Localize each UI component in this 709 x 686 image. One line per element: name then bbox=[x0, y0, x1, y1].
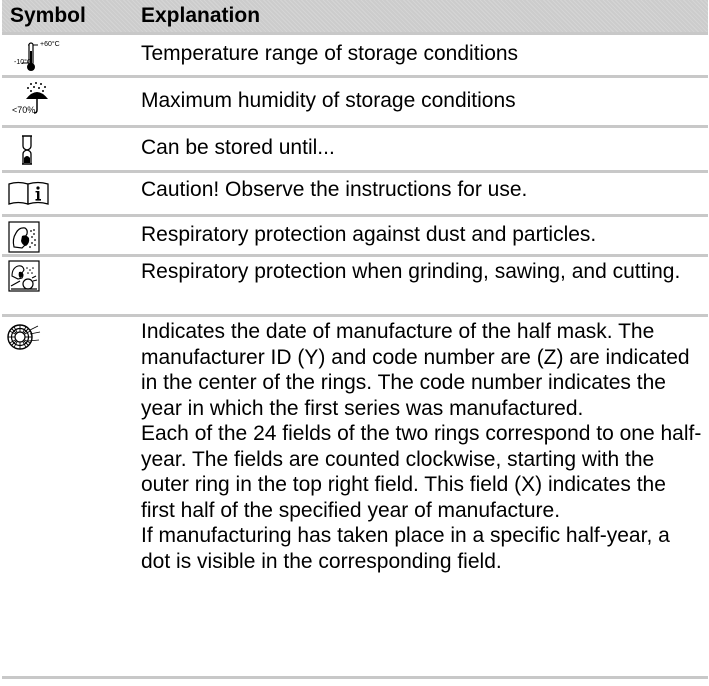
table-row bbox=[2, 78, 708, 128]
min-temp-label: -10°C bbox=[14, 59, 32, 66]
table-row bbox=[2, 35, 708, 78]
explanation-paragraph: Indicates the date of manufacture of the half mask. The manufacturer ID (Y) and code number are (Z) are indicated in the center of the rings. The code number indicates the year in which the first series was manufactured. bbox=[141, 320, 690, 420]
hourglass-icon bbox=[20, 134, 34, 166]
table-header bbox=[2, 0, 708, 35]
respirator-dust-icon bbox=[8, 221, 40, 253]
symbol-table bbox=[2, 0, 708, 679]
symbol-cell bbox=[2, 78, 141, 125]
symbol-cell bbox=[2, 128, 141, 170]
symbol-cell bbox=[2, 217, 141, 254]
explanation-cell: Can be stored until... bbox=[141, 136, 335, 159]
symbol-cell bbox=[2, 173, 141, 214]
max-temp-label: +60°C bbox=[40, 41, 60, 48]
table-row bbox=[2, 128, 708, 173]
explanation-cell: Caution! Observe the instructions for use. bbox=[141, 178, 528, 201]
instructions-book-icon bbox=[7, 180, 51, 206]
explanation-cell: Maximum humidity of storage conditions bbox=[141, 89, 516, 112]
symbol-cell bbox=[2, 35, 141, 75]
symbol-cell bbox=[2, 257, 141, 314]
humidity-label: <70% bbox=[12, 105, 36, 115]
explanation-cell: Respiratory protection against dust and particles. bbox=[141, 223, 597, 246]
table-row bbox=[2, 217, 708, 257]
explanation-paragraph: If manufacturing has taken place in a specific half-year, a dot is visible in the corresponding field. bbox=[141, 524, 670, 573]
date-wheel-icon bbox=[6, 323, 44, 351]
table-row bbox=[2, 257, 708, 317]
header-symbol: Symbol bbox=[10, 4, 86, 27]
table-row bbox=[2, 173, 708, 217]
symbol-cell bbox=[2, 317, 141, 676]
explanation-cell: Respiratory protection when grinding, sawing, and cutting. bbox=[141, 260, 681, 283]
explanation-cell: Temperature range of storage conditions bbox=[141, 42, 519, 65]
header-explanation: Explanation bbox=[141, 4, 261, 27]
explanation-cell bbox=[141, 317, 708, 676]
respirator-grinding-icon bbox=[8, 260, 40, 292]
explanation-paragraph: Each of the 24 fields of the two rings correspond to one half-year. The fields are counted clockwise, starting with the outer ring in the top right field. This field (X) indicates the first half of the specified year of manufacture. bbox=[141, 422, 702, 522]
table-row bbox=[2, 317, 708, 679]
